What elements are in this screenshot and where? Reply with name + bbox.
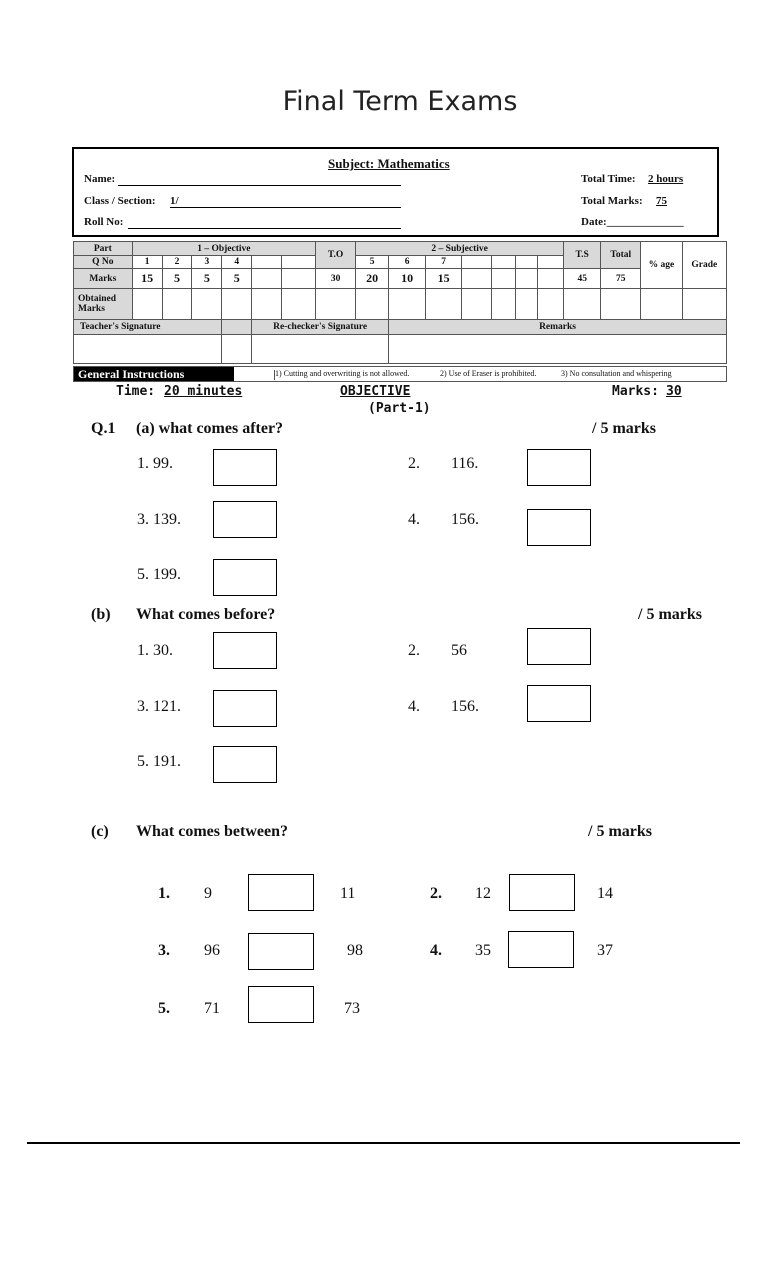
item-label: 5. 191.	[137, 753, 181, 770]
subjective-header: 2 – Subjective	[356, 242, 564, 256]
item-number: 2.	[408, 642, 420, 659]
item-value: 156.	[451, 511, 479, 528]
general-instructions-label: General Instructions	[74, 367, 234, 381]
answer-box[interactable]	[527, 509, 591, 546]
marks-cell	[462, 269, 492, 289]
item-label: 1. 99.	[137, 455, 173, 472]
total-marks-label: Total Marks:	[581, 195, 643, 207]
marks-cell: 15	[426, 269, 462, 289]
answer-box[interactable]	[248, 933, 314, 970]
subject-label: Subject: Mathematics	[328, 156, 450, 171]
class-field[interactable]	[170, 207, 401, 208]
obtained-cell[interactable]	[682, 289, 726, 320]
obtained-cell[interactable]	[356, 289, 389, 320]
item-label: 3. 139.	[137, 511, 181, 528]
qno-cell: 1	[132, 256, 162, 269]
obtained-row-header: Obtained Marks	[74, 289, 133, 320]
marks-cell: 75	[601, 269, 641, 289]
obtained-cell[interactable]	[281, 289, 315, 320]
instruction-item: 2) Use of Eraser is prohibited.	[440, 369, 537, 378]
answer-box[interactable]	[213, 559, 277, 596]
obtained-cell[interactable]	[162, 289, 192, 320]
answer-box[interactable]	[508, 931, 574, 968]
item-number: 5.	[158, 1000, 170, 1017]
marks-cell: 20	[356, 269, 389, 289]
marks-value: 30	[666, 384, 682, 399]
marks-label: Marks:	[612, 384, 659, 399]
marks-table	[73, 241, 727, 364]
question-a-marks: / 5 marks	[592, 420, 656, 437]
answer-box[interactable]	[213, 746, 277, 783]
answer-box[interactable]	[527, 685, 591, 722]
obtained-cell[interactable]	[601, 289, 641, 320]
marks-cell	[252, 269, 282, 289]
item-value: 116.	[451, 455, 479, 472]
item-number: 2.	[430, 885, 442, 902]
time-value: 20 minutes	[164, 384, 243, 399]
qno-cell	[252, 256, 282, 269]
marks-cell	[538, 269, 564, 289]
spacer-cell	[222, 320, 252, 335]
item-number: 1.	[158, 885, 170, 902]
name-label: Name:	[84, 173, 116, 185]
item-value: 73	[344, 1000, 360, 1017]
item-number: 2.	[408, 455, 420, 472]
marks-cell	[515, 269, 538, 289]
question-b-label: (b)	[91, 606, 111, 623]
item-number: 3.	[158, 942, 170, 959]
item-value: 98	[347, 942, 363, 959]
question-a-title: (a) what comes after?	[136, 420, 284, 437]
roll-field[interactable]	[128, 228, 401, 229]
qno-cell	[281, 256, 315, 269]
marks-row-header: Marks	[74, 269, 133, 289]
marks-cell: 10	[389, 269, 426, 289]
item-number: 4.	[408, 698, 420, 715]
roll-label: Roll No:	[84, 216, 124, 228]
item-value: 156.	[451, 698, 479, 715]
marks-cell: 30	[315, 269, 355, 289]
qno-cell	[462, 256, 492, 269]
item-label: 3. 121.	[137, 698, 181, 715]
obtained-cell[interactable]	[222, 289, 252, 320]
total-time-label: Total Time:	[581, 173, 636, 185]
qno-header: Q No	[74, 256, 133, 269]
instruction-item: 3) No consultation and whispering	[561, 369, 672, 378]
question-c-marks: / 5 marks	[588, 823, 652, 840]
question-number: Q.1	[91, 420, 116, 437]
time-label: Time:	[116, 384, 156, 399]
question-b-title: What comes before?	[136, 606, 276, 623]
student-info-box	[72, 147, 719, 237]
marks-cell: 45	[564, 269, 601, 289]
obtained-cell[interactable]	[538, 289, 564, 320]
part-header: Part	[74, 242, 133, 256]
qno-cell: 6	[389, 256, 426, 269]
question-c-label: (c)	[91, 823, 109, 840]
marks-cell: 5	[222, 269, 252, 289]
item-value: 11	[340, 885, 356, 902]
answer-box[interactable]	[527, 628, 591, 665]
question-c-title: What comes between?	[136, 823, 288, 840]
item-value: 71	[204, 1000, 220, 1017]
class-label: Class / Section:	[84, 195, 156, 207]
answer-box[interactable]	[248, 874, 314, 911]
remarks-field[interactable]	[389, 335, 727, 364]
obtained-cell[interactable]	[492, 289, 516, 320]
obtained-cell[interactable]	[426, 289, 462, 320]
obtained-cell[interactable]	[389, 289, 426, 320]
obtained-cell[interactable]	[641, 289, 682, 320]
item-number: 4.	[408, 511, 420, 528]
total-time-value: 2 hours	[648, 173, 684, 185]
rechecker-signature-field[interactable]	[252, 335, 389, 364]
marks-cell: 5	[162, 269, 192, 289]
item-number: 4.	[430, 942, 442, 959]
item-value: 12	[475, 885, 491, 902]
answer-box[interactable]	[213, 632, 277, 669]
obtained-cell[interactable]	[192, 289, 222, 320]
answer-box[interactable]	[213, 690, 277, 727]
qno-cell	[538, 256, 564, 269]
item-value: 56	[451, 642, 467, 659]
to-header: T.O	[315, 242, 355, 269]
total-marks-value: 75	[656, 195, 667, 207]
grade-header: Grade	[682, 242, 726, 289]
date-field[interactable]: Date:______________	[581, 216, 684, 228]
qno-cell: 7	[426, 256, 462, 269]
obtained-cell[interactable]	[252, 289, 282, 320]
item-label: 1. 30.	[137, 642, 173, 659]
remarks-header: Remarks	[389, 320, 727, 335]
qno-cell: 2	[162, 256, 192, 269]
marks-cell: 5	[192, 269, 222, 289]
answer-box[interactable]	[509, 874, 575, 911]
part-label: (Part-1)	[368, 401, 431, 416]
name-field[interactable]	[118, 185, 401, 186]
qno-cell: 5	[356, 256, 389, 269]
answer-box[interactable]	[248, 986, 314, 1023]
obtained-cell[interactable]	[564, 289, 601, 320]
instructions-bar	[73, 366, 727, 382]
section-title: OBJECTIVE	[340, 384, 411, 399]
qno-cell: 4	[222, 256, 252, 269]
answer-box[interactable]	[527, 449, 591, 486]
teacher-signature-field[interactable]	[74, 335, 222, 364]
total-header: Total	[601, 242, 641, 269]
rechecker-signature-header: Re-checker's Signature	[252, 320, 389, 335]
spacer-cell	[222, 335, 252, 364]
qno-cell: 3	[192, 256, 222, 269]
item-value: 37	[597, 942, 613, 959]
obtained-cell[interactable]	[462, 289, 492, 320]
item-value: 35	[475, 942, 491, 959]
footer-rule	[27, 1142, 740, 1144]
qno-cell	[515, 256, 538, 269]
instruction-item: 1) Cutting and overwriting is not allowed.	[275, 369, 410, 378]
teacher-signature-header: Teacher's Signature	[74, 320, 222, 335]
obtained-cell[interactable]	[315, 289, 355, 320]
page-title: Final Term Exams	[282, 86, 518, 117]
marks-cell	[492, 269, 516, 289]
obtained-cell[interactable]	[132, 289, 162, 320]
item-label: 5. 199.	[137, 566, 181, 583]
answer-box[interactable]	[213, 501, 277, 538]
question-b-marks: / 5 marks	[638, 606, 702, 623]
item-value: 96	[204, 942, 220, 959]
objective-header: 1 – Objective	[132, 242, 315, 256]
qno-cell	[492, 256, 516, 269]
item-value: 9	[204, 885, 212, 902]
item-value: 14	[597, 885, 613, 902]
percentage-header: % age	[641, 242, 682, 289]
obtained-cell[interactable]	[515, 289, 538, 320]
marks-cell: 15	[132, 269, 162, 289]
ts-header: T.S	[564, 242, 601, 269]
class-value: 1/	[170, 195, 179, 207]
marks-cell	[281, 269, 315, 289]
answer-box[interactable]	[213, 449, 277, 486]
